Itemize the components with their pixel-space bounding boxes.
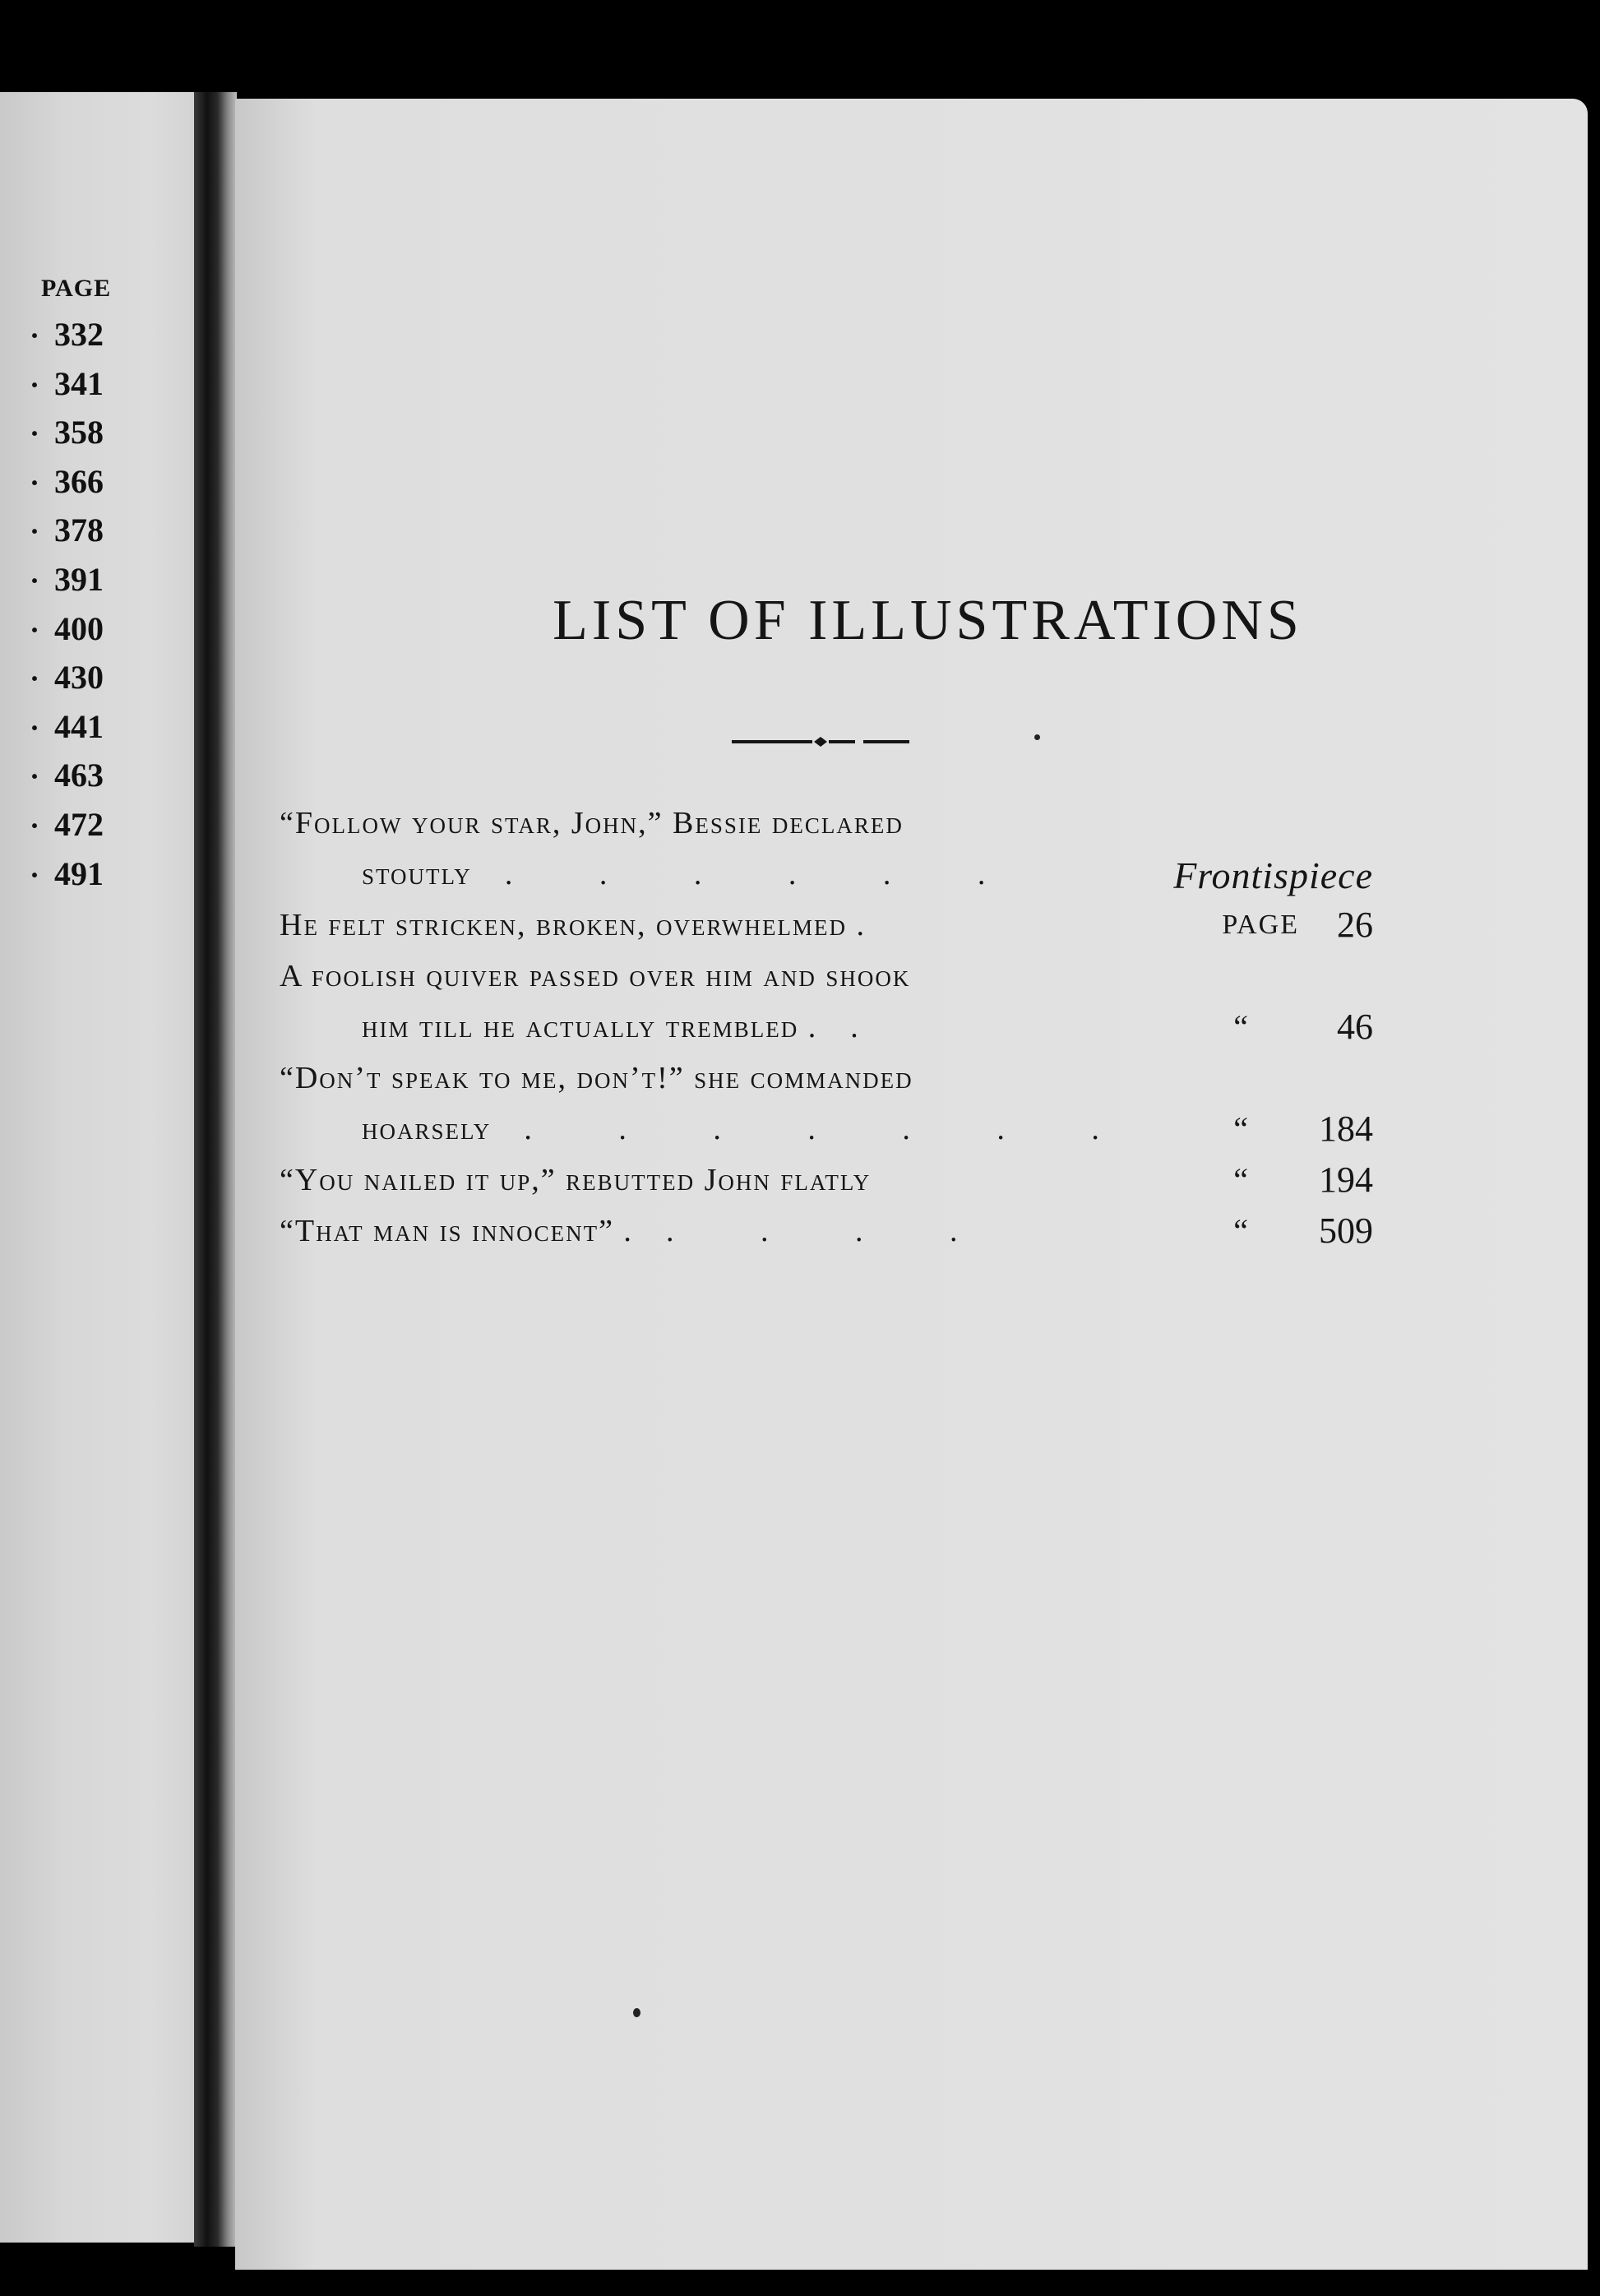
dot-leader: . . . . (665, 1214, 997, 1248)
left-page-number-column (30, 267, 145, 898)
illustration-caption: “You nailed it up,” rebutted John flatly (280, 1163, 872, 1197)
left-page-number: · 441 (30, 707, 104, 745)
list-item (280, 1053, 1373, 1104)
page-label: PAGE (1222, 910, 1299, 940)
dot-leader: . . . . . . . (524, 1112, 1139, 1146)
left-page-number: · 366 (30, 462, 104, 500)
list-item (280, 798, 1373, 849)
left-page-number: · 332 (30, 316, 104, 353)
print-speck (1034, 734, 1040, 740)
dot-leader: . . . . . . (504, 857, 1025, 891)
illustration-caption: “Don’t speak to me, don’t!” she commanded (280, 1061, 913, 1095)
page-reference: 26 (1337, 905, 1373, 945)
left-page-number: · 491 (30, 854, 104, 892)
list-item (280, 951, 1373, 1002)
page-reference: 46 (1337, 1007, 1373, 1047)
ditto-mark: “ (1233, 1110, 1250, 1147)
illustration-caption: “That man is innocent” . (280, 1214, 633, 1248)
page-reference: 184 (1319, 1109, 1373, 1149)
left-page-number: · 400 (30, 609, 104, 647)
list-item-continuation (280, 1104, 1373, 1155)
illustration-caption: hoarsely (362, 1112, 492, 1146)
dot-leader: . (850, 1010, 898, 1044)
illustration-caption: He felt stricken, broken, overwhelmed . (280, 908, 866, 942)
left-page-number: · 391 (30, 560, 104, 598)
ditto-mark: “ (1233, 1008, 1250, 1045)
page-reference: Frontispiece (1173, 854, 1373, 896)
list-item-continuation (280, 1002, 1373, 1053)
left-page-number: · 472 (30, 805, 104, 843)
print-speck (633, 2008, 640, 2017)
page-reference: 509 (1319, 1210, 1373, 1251)
ditto-mark: “ (1233, 1212, 1250, 1249)
illustration-caption: him till he actually trembled . (362, 1010, 818, 1044)
illustration-caption: stoutly (362, 857, 472, 891)
left-page-number: · 430 (30, 659, 104, 697)
ditto-mark: “ (1233, 1161, 1250, 1198)
illustration-caption: “Follow your star, John,” Bessie declared (280, 806, 904, 840)
left-page-number: · 341 (30, 364, 104, 402)
illustration-caption: A foolish quiver passed over him and shook (280, 959, 911, 993)
list-item (280, 1206, 1373, 1257)
illustrations-list (280, 798, 1373, 1257)
page-title: LIST OF ILLUSTRATIONS (553, 589, 1303, 652)
list-item-continuation (280, 849, 1373, 900)
left-page-header: PAGE (41, 275, 112, 302)
book-gutter (194, 92, 237, 2247)
ornament-divider-icon (732, 732, 921, 752)
list-item (280, 900, 1373, 951)
left-page-number: · 358 (30, 414, 104, 451)
list-item (280, 1155, 1373, 1206)
left-page-number: · 378 (30, 512, 104, 549)
left-page-number: · 463 (30, 757, 104, 794)
page-reference: 194 (1319, 1160, 1373, 1200)
